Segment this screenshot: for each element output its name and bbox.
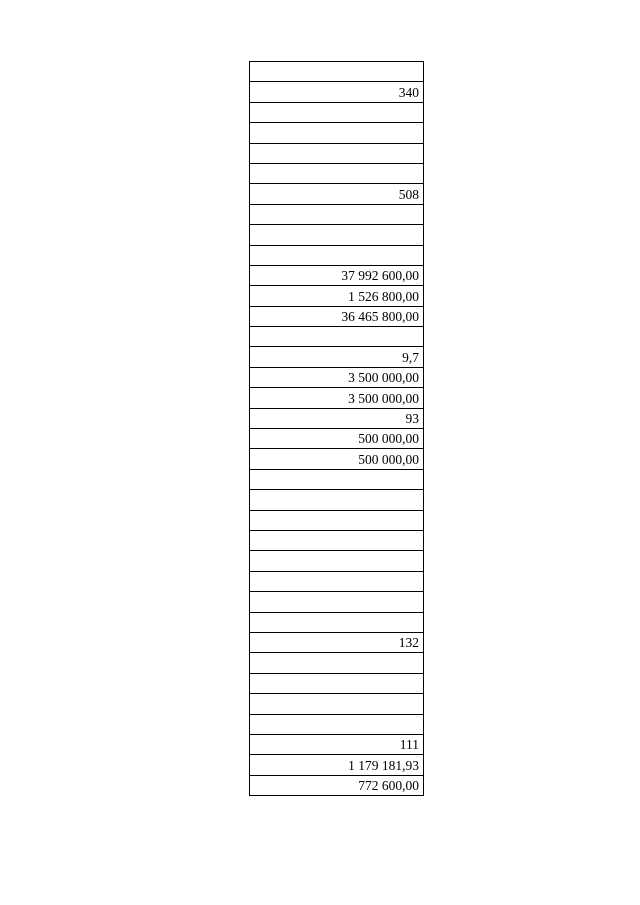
table-cell bbox=[250, 469, 424, 489]
table-row bbox=[250, 755, 424, 775]
table-cell bbox=[250, 714, 424, 734]
table-cell: 500 000,00 bbox=[250, 449, 424, 469]
table-row bbox=[250, 714, 424, 734]
table-cell: 93 bbox=[250, 408, 424, 428]
table-row bbox=[250, 775, 424, 795]
table-row bbox=[250, 367, 424, 387]
table-cell bbox=[250, 653, 424, 673]
table-row bbox=[250, 265, 424, 285]
table-cell: 37 992 600,00 bbox=[250, 265, 424, 285]
table-row bbox=[250, 653, 424, 673]
table-cell bbox=[250, 530, 424, 550]
table-cell bbox=[250, 551, 424, 571]
table-cell bbox=[250, 143, 424, 163]
table-cell: 9,7 bbox=[250, 347, 424, 367]
table-cell: 111 bbox=[250, 734, 424, 754]
table-row bbox=[250, 347, 424, 367]
values-column-body bbox=[250, 62, 424, 796]
table-row bbox=[250, 632, 424, 652]
table-row bbox=[250, 429, 424, 449]
table-row bbox=[250, 327, 424, 347]
table-row bbox=[250, 123, 424, 143]
table-row bbox=[250, 510, 424, 530]
table-row bbox=[250, 449, 424, 469]
table-cell bbox=[250, 62, 424, 82]
table-row bbox=[250, 408, 424, 428]
table-cell bbox=[250, 123, 424, 143]
table-row bbox=[250, 245, 424, 265]
values-column-table bbox=[249, 61, 424, 796]
table-cell: 340 bbox=[250, 82, 424, 102]
table-cell bbox=[250, 490, 424, 510]
table-cell bbox=[250, 163, 424, 183]
table-row bbox=[250, 612, 424, 632]
table-cell: 1 179 181,93 bbox=[250, 755, 424, 775]
table-row bbox=[250, 530, 424, 550]
table-cell bbox=[250, 612, 424, 632]
table-row bbox=[250, 734, 424, 754]
table-cell bbox=[250, 510, 424, 530]
table-cell: 500 000,00 bbox=[250, 429, 424, 449]
table-cell bbox=[250, 225, 424, 245]
table-row bbox=[250, 62, 424, 82]
table-cell bbox=[250, 204, 424, 224]
table-row bbox=[250, 551, 424, 571]
table-row bbox=[250, 694, 424, 714]
table-row bbox=[250, 388, 424, 408]
table-row bbox=[250, 225, 424, 245]
table-cell bbox=[250, 571, 424, 591]
table-cell bbox=[250, 102, 424, 122]
table-cell: 36 465 800,00 bbox=[250, 306, 424, 326]
table-cell: 1 526 800,00 bbox=[250, 286, 424, 306]
table-row bbox=[250, 204, 424, 224]
table-row bbox=[250, 102, 424, 122]
table-row bbox=[250, 673, 424, 693]
table-row bbox=[250, 184, 424, 204]
table-row bbox=[250, 143, 424, 163]
table-cell bbox=[250, 694, 424, 714]
table-cell: 3 500 000,00 bbox=[250, 367, 424, 387]
table-cell: 132 bbox=[250, 632, 424, 652]
table-cell: 3 500 000,00 bbox=[250, 388, 424, 408]
table-row bbox=[250, 286, 424, 306]
table-row bbox=[250, 306, 424, 326]
table-row bbox=[250, 82, 424, 102]
table-cell bbox=[250, 673, 424, 693]
table-cell: 508 bbox=[250, 184, 424, 204]
table-row bbox=[250, 163, 424, 183]
table-cell bbox=[250, 592, 424, 612]
table-cell bbox=[250, 327, 424, 347]
table-row bbox=[250, 469, 424, 489]
table-cell bbox=[250, 245, 424, 265]
table-row bbox=[250, 571, 424, 591]
table-cell: 772 600,00 bbox=[250, 775, 424, 795]
table-row bbox=[250, 592, 424, 612]
table-row bbox=[250, 490, 424, 510]
